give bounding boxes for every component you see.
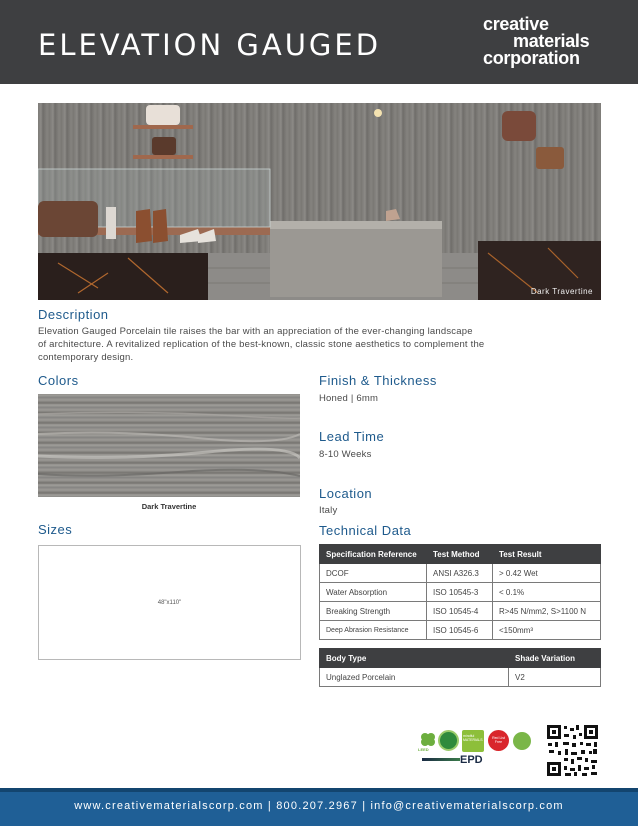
table-cell: Water Absorption [320,583,427,602]
recycle-icon [513,732,531,750]
description-line-3: contemporary design. [38,352,134,363]
table-cell: Unglazed Porcelain [320,668,509,687]
technical-data-heading: Technical Data [319,523,412,538]
location-heading: Location [319,486,373,501]
leed-text: LEED [418,747,429,752]
red-list-text: Red List Free [492,736,505,744]
table-row [320,583,601,602]
column-header: Specification Reference [320,545,427,564]
size-label: 48"x110" [157,600,182,606]
description-text [38,325,608,364]
red-list-free-icon [488,730,509,751]
table-cell: ANSI A326.3 [427,564,493,583]
logo-line-corporation: corporation [483,48,580,68]
page-header [0,0,638,84]
clover-icon [418,730,438,750]
epd-bar [422,758,460,761]
table-cell: V2 [509,668,601,687]
lead-time-heading: Lead Time [319,429,385,444]
hero-image [38,103,601,300]
sizes-heading: Sizes [38,522,73,537]
lead-time-value: 8-10 Weeks [319,449,372,460]
company-logo [483,16,589,67]
technical-data-table [319,544,601,640]
showroom-scene-illustration [38,103,601,300]
description-heading: Description [38,307,109,322]
column-header: Test Result [493,545,601,564]
table-cell: Deep Abrasion Resistance [320,621,427,640]
finish-heading: Finish & Thickness [319,373,437,388]
table-cell: R>45 N/mm2, S>1100 N [493,602,601,621]
table-cell: Breaking Strength [320,602,427,621]
table-row [320,602,601,621]
page-title: ELEVATION GAUGED [38,28,382,62]
size-diagram [38,545,301,660]
table-cell: ISO 10545-6 [427,621,493,640]
table-cell: > 0.42 Wet [493,564,601,583]
finish-value: Honed | 6mm [319,393,379,404]
table-cell: ISO 10545-4 [427,602,493,621]
description-line-2: of architecture. A revitalized replication of the best-known, classic stone aesthetics to complement the [38,339,485,350]
green-seal-icon [438,730,459,751]
logo-line-materials: materials [513,31,590,51]
colors-heading: Colors [38,373,79,388]
mindful-materials-text: mindful MATERIALS [463,734,483,742]
page-footer [0,788,638,826]
body-type-table [319,648,601,687]
epd-label: EPD [460,754,483,766]
column-header: Body Type [320,649,509,668]
logo-line-creative: creative [483,14,549,34]
table-cell: <150mm³ [493,621,601,640]
table-cell: < 0.1% [493,583,601,602]
table-cell: ISO 10545-3 [427,583,493,602]
column-header: Test Method [427,545,493,564]
table-row [320,564,601,583]
hero-caption: Dark Travertine [530,287,593,296]
description-line-1: Elevation Gauged Porcelain tile raises the bar with an appreciation of the ever-changing landscape [38,326,473,337]
table-cell: DCOF [320,564,427,583]
color-swatch-dark-travertine [38,394,300,497]
table-row [320,621,601,640]
footer-contact[interactable]: www.creativematerialscorp.com | 800.207.2967 | info@creativematerialscorp.com [74,800,564,812]
mindful-materials-icon [462,730,484,752]
column-header: Shade Variation [509,649,601,668]
qr-code-icon [546,724,599,777]
table-row [320,668,601,687]
swatch-label: Dark Travertine [141,502,197,511]
table-header-row [320,649,601,668]
location-value: Italy [319,505,338,516]
table-header-row [320,545,601,564]
travertine-texture [38,394,300,497]
